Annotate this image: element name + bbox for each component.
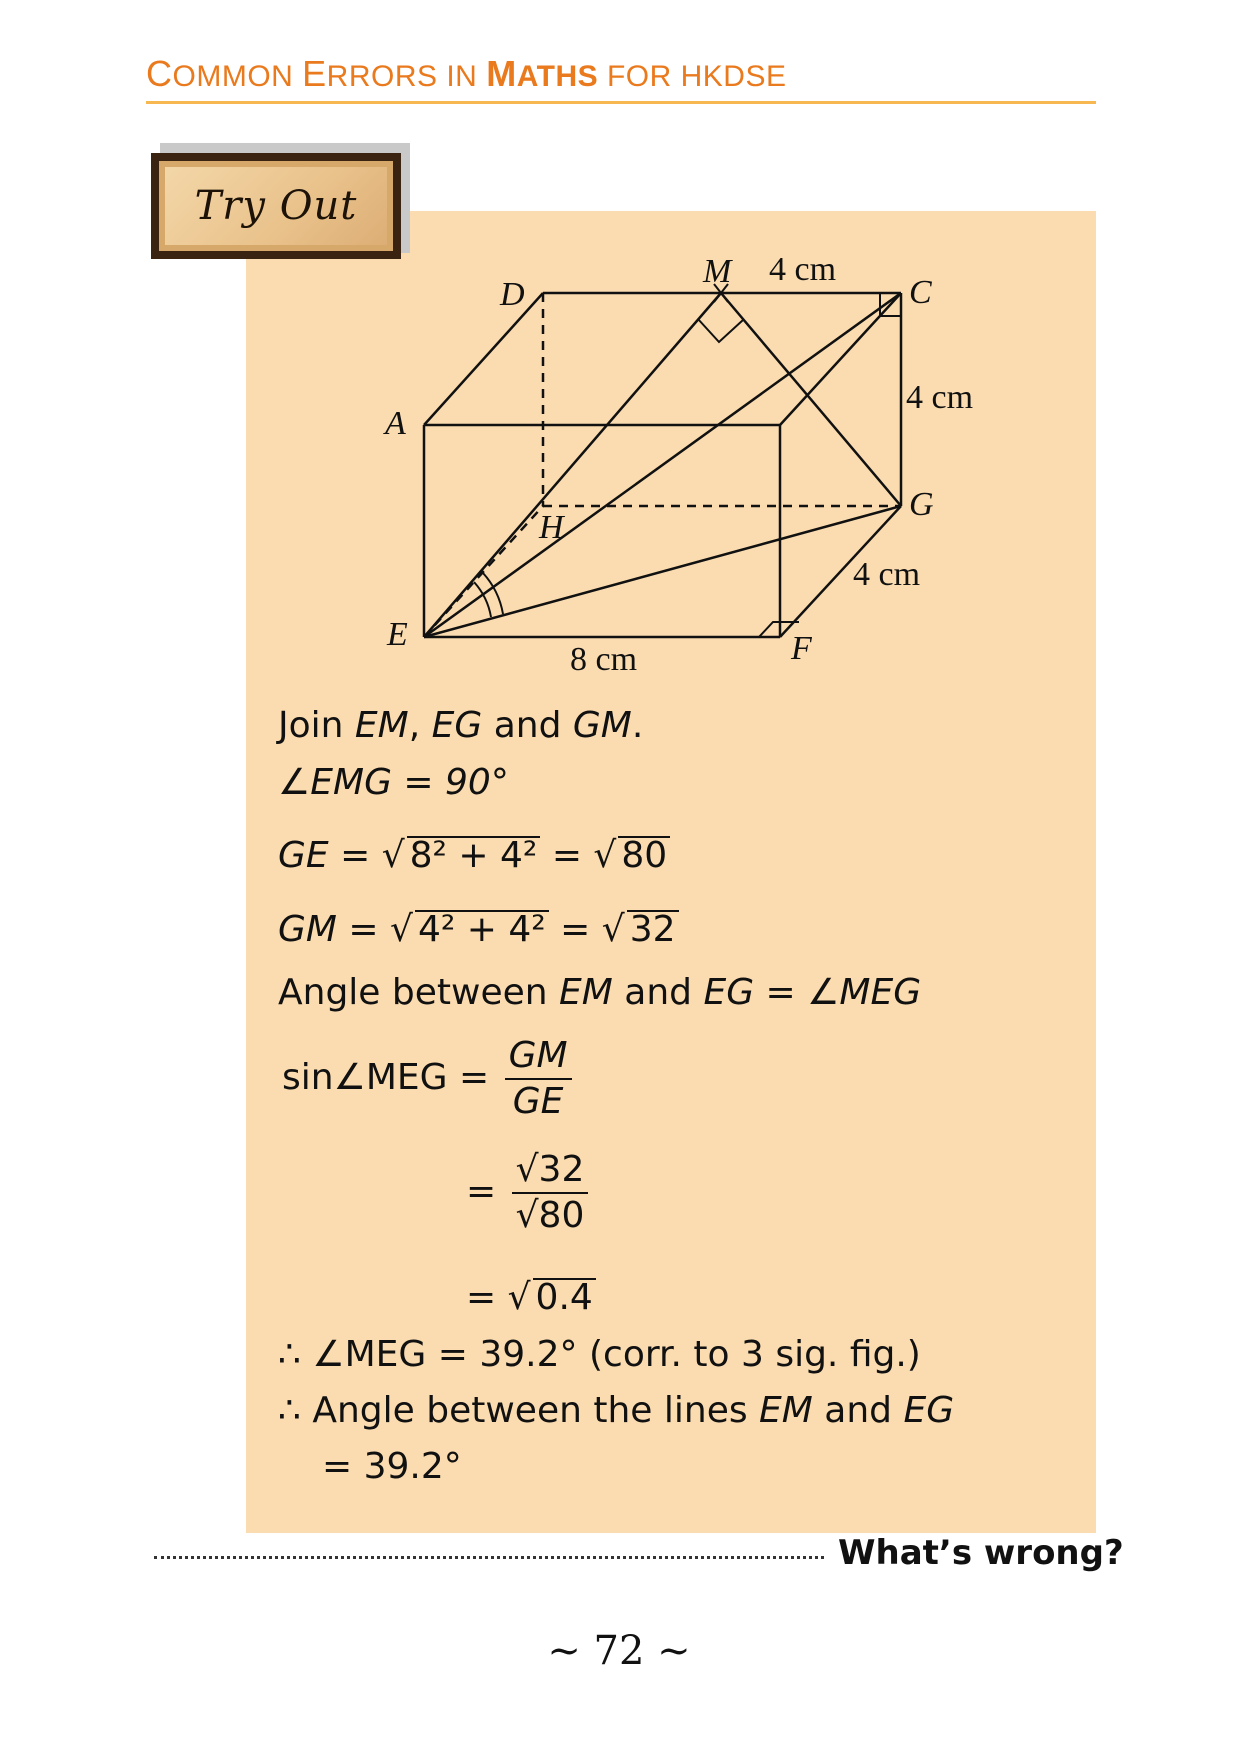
cuboid-diagram — [0, 0, 1238, 700]
solution-line-7: = $\frac{√32}{√80}$ — [466, 1152, 588, 1234]
dim-cg: 4 cm — [906, 379, 974, 416]
solution-line-6: sin∠MEG = $\frac{GM}{GE}$ — [282, 1038, 572, 1120]
dotted-leader — [154, 1546, 824, 1559]
vertex-d: D — [500, 276, 525, 313]
solution-line-10: ∴ Angle between the lines EM and EG — [278, 1390, 955, 1431]
seg-gm: GM — [572, 705, 632, 746]
edge-ad — [424, 293, 543, 425]
solution-line-8: = √ 0.4 — [466, 1278, 596, 1316]
header-cap-c: C — [146, 53, 173, 94]
join-text: Join — [278, 705, 355, 746]
header-word-maths: ATHS — [516, 60, 599, 93]
vertex-f: F — [791, 630, 812, 667]
header-cap-m: M — [486, 53, 517, 94]
solution-line-4: GM = √ 4² + 4² = √ 32 — [278, 910, 679, 948]
vertex-m: M — [703, 253, 732, 290]
dim-gf: 4 cm — [853, 556, 921, 593]
header-word-common: OMMON — [172, 60, 303, 93]
solution-line-11: = 39.2° — [322, 1446, 462, 1487]
whats-wrong-prompt: What’s wrong? — [838, 1533, 1124, 1573]
solution-line-3: GE = √ 8² + 4² = √ 80 — [278, 836, 670, 874]
header-word-errors-in: RRORS IN — [326, 60, 487, 93]
seg-eg: EG — [431, 705, 483, 746]
vertex-a: A — [385, 405, 406, 442]
solution-line-2: ∠EMG = 90° — [278, 762, 509, 803]
fraction-root32-root80: $\frac{√32}{√80}$ — [512, 1152, 589, 1234]
radicand-gm: 4² + 4² — [415, 910, 549, 948]
seg-em: EM — [354, 705, 409, 746]
try-out-label: Try Out — [194, 183, 358, 229]
line-mg — [721, 293, 901, 506]
solution-line-5: Angle between EM and EG = ∠MEG — [278, 972, 922, 1013]
header-cap-e: E — [302, 53, 327, 94]
header-word-for-hkdse: FOR HKDSE — [598, 60, 787, 93]
page-number: ~ 72 ~ — [547, 1628, 691, 1674]
edge-top-right — [780, 293, 901, 425]
vertex-h: H — [539, 509, 564, 546]
vertex-c: C — [909, 274, 932, 311]
right-angle-m — [698, 319, 743, 342]
solution-line-9: ∴ ∠MEG = 39.2° (corr. to 3 sig. fig.) — [278, 1334, 921, 1375]
vertex-g: G — [909, 486, 934, 523]
dim-dm: 4 cm — [769, 251, 837, 288]
solution-line-1: Join EM, EG and GM. — [278, 705, 644, 746]
dim-ef: 8 cm — [570, 641, 638, 678]
fraction-gm-ge: $\frac{GM}{GE}$ — [505, 1038, 572, 1120]
radicand-ge: 8² + 4² — [407, 836, 541, 874]
line-em — [424, 293, 721, 637]
vertex-e: E — [387, 616, 408, 653]
line-eg — [424, 506, 901, 637]
